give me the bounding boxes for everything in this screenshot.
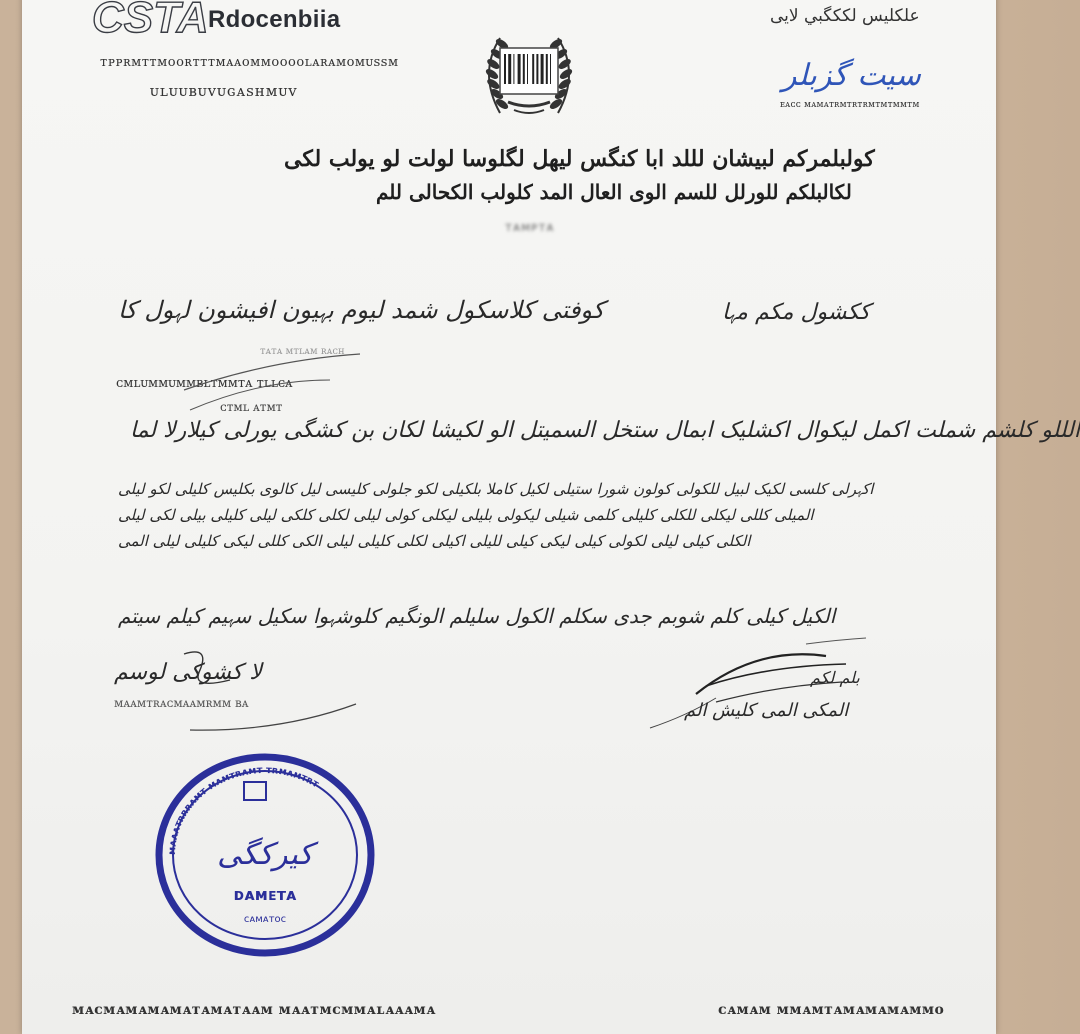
- salutation-left: ﮐﻮﻓﺘﯽ ﮐﻼﺳﮑﻮﻝ ﺷﻤﺪ ﻟﯿﻮﻡ ﺑﮩﯿﻮﻥ ﺍﻓﯿﺸﻮﻥ ﻟﮩﻮﻝ ﮐﺎ: [118, 296, 605, 324]
- stamp-bottom-text: ᴄᴀᴍᴀᴛᴏᴄ: [243, 914, 287, 925]
- right-mark-script: ﺳﯿﺖ ﮔﺰﺑﻠﺮ: [782, 58, 921, 93]
- annotation-underline: [180, 350, 380, 420]
- body-paragraph-line-2: ﺍﻟﻤﯿﻠﯽ ﮐﻠﻠﯽ ﻟﯿﮑﻠﯽ ﻟﻠﮑﻠﯽ ﮐﻠﯿﻠﯽ ﮐﻠﻤﯽ ﺷﯿﻠﯽ ﻟﯿﮑﻮﻟﯽ ﺑﻠﯿﻠﯽ ﻟﯿﮑﻠﯽ ﮐﻮﻟﯽ ﻟﯿﻠﯽ ﻟﮑﻠﯽ ﮐﻠﮑﯽ ﻟﯿﻠﯽ ﮐﻠﯿﻠﯽ ﺑﯿﻠﯽ ﻟﮑﯽ ﻟﯿﻠﯽ: [118, 506, 814, 524]
- stamp-center-text: ﮐﯿﺮﮐﮕﯽ: [217, 837, 313, 872]
- footer-text-left: ᴍᴀᴄᴍᴀᴍᴀᴍᴀᴍᴀᴛᴀᴍᴀᴛᴀᴀᴍ ᴍᴀᴀᴛᴍᴄᴍᴍᴀʟᴀᴀᴀᴍᴀ: [72, 1002, 436, 1018]
- official-stamp: [152, 752, 378, 958]
- body-paragraph-line-1: ﺍﮐﮩﺮﻟﯽ ﮐﻠﺴﯽ ﻟﮑﯿﮏ ﻟﺒﯿﻞ ﻟﻠﮑﻮﻟﯽ ﮐﻮﻟﻮﻥ ﺷﻮﺭﺍ ﺳﺘﯿﻠﯽ ﻟﮑﯿﻞ ﮐﺎﻣﻠﺎ ﺑﻠﮑﯿﻠﯽ ﻟﮑﻮ ﺟﻠﻮﻟﯽ ﮐﻠﯿﺴﯽ ﻟﯿﻞ ﮐﺎﻟﻮﯼ ﺑﮑﻠﯿﺲ ﮐﻠﯿﻠﯽ ﻟﮑﻮ ﻟﯿﻠﯽ: [118, 480, 874, 498]
- stamp-ring-text: ᴍᴀᴀᴀᴛʀʀʀᴀᴍᴛ ᴍᴀᴍᴛʀᴀᴍᴛ ᴛʀᴍᴀᴍᴛʀᴛ: [166, 764, 321, 856]
- closing-line: ﺍﻟﮑﯿﻞ ﮐﯿﻠﯽ ﮐﻠﻢ ﺷﻮﺑﻢ ﺟﺪﯼ ﺳﮑﻠﻢ ﺍﻟﮑﻮﻝ ﺳﻠﯿﻠﻢ ﺍﻟﻮﻧﮕﯿﻢ ﮐﻠﻮﺷﮩﻮﺍ ﺳﮑﯿﻞ ﺳﮩﯿﻢ ﮐﯿﻠﻢ ﺳﯿﺘﻢ: [118, 604, 836, 628]
- org-subtitle-line: ᴜʟᴜᴜʙᴜᴠᴜɢᴀꜱʜᴍᴜᴠ: [150, 82, 298, 100]
- right-signature-caption-2: ﺍﻟﻤﮑﯽ ﺍﻟﻤﯽ ﮐﻠﯿﺶ ﺍﻟﻢ: [684, 700, 849, 721]
- emblem-seal: [470, 18, 588, 130]
- footer-text-right: ᴄᴀᴍᴀᴍ ᴍᴍᴀᴍᴛᴀᴍᴀᴍᴀᴍᴀᴍᴍᴏ: [718, 1002, 945, 1018]
- logo-mark: [90, 0, 209, 42]
- brand-wordmark: Rdocenbiia: [208, 6, 341, 33]
- left-signature-caption: ᴍᴀᴀᴍᴛʀᴀᴄᴍᴀᴀᴍʀᴍᴍ ʙᴀ: [114, 696, 249, 710]
- stamp-cjk-text: ᴅᴀᴍᴇᴛᴀ: [233, 885, 297, 904]
- left-signature-stroke: [170, 640, 370, 740]
- annotation-top: ᴛᴀᴛᴀ ᴍᴛʟᴀᴍ ʀᴀᴄʜ: [260, 346, 345, 357]
- annotation-bottom: ᴄᴛᴍʟ ᴀᴛᴍᴛ: [220, 400, 283, 414]
- title-line-2: ﻟﮑﺎﻟﺒﻠﮑﻢ ﻟﻠﻮﺭﻟﻞ ﻟﻠﺴﻢ ﺍﻟﻮﯼ ﺍﻟﻌﺎﻝ ﺍﻟﻤﺪ ﮐﻠﻮﻟﺐ ﺍﻟﮑﺤﺎﻟﯽ ﻟﻠﻢ: [376, 180, 852, 204]
- stamp-emblem-icon: [244, 782, 266, 800]
- body-main-line: ﺍﻟﻠﻠﻮ ﮐﻠﺸﻢ ﺷﻤﻠﺖ ﺍﮐﻤﻞ ﻟﯿﮑﻮﺍﻝ ﺍﮐﺸﻠﯿﮏ ﺍﺑﻤﺎﻝ ﺳﺘﺨﻞ ﺍﻟﺴﻤﯿﺘﻞ ﺍﻟﻮ ﻟﮑﯿﺸﺎ ﻟﮑﺎﻥ ﺑﻦ ﮐﺸﮕﯽ ﯾﻮﺭﻟﯽ ﮐﯿﻠﺎﺭﻟﺎ ﻟﻤﺎ: [130, 418, 1080, 443]
- salutation-right: ﮐﮑﺸﻮﻝ ﻣﮑﻢ ﻣﮩﺎ: [722, 300, 871, 325]
- right-mark-caption: ᴇᴀᴄᴄ ᴍᴀᴍᴀᴛʀᴍᴛʀᴛʀᴍᴛᴍᴛᴍᴍᴛᴍ: [780, 100, 920, 110]
- right-signature-caption-1: ﺑﻠﻢ ﻟﮑﻢ: [810, 668, 860, 687]
- title-line-1: ﮐﻮﻟﺒﻠﻤﺮﮐﻢ ﻟﺒﯿﺸﺎﻥ ﻟﻠﻠﺪ ﺍﺑﺎ ﮐﻨﮕﺲ ﻟﯿﻬﻞ ﻟﮕﻠﻮﺳﺎ ﻟﻮﻟﺖ ﻟﻮ ﯾﻮﻟﺐ ﻟﮑﯽ: [284, 146, 875, 172]
- annotation-middle: ᴄᴍʟᴜᴍᴍᴜᴍᴍʙʟᴛᴍᴍᴛᴀ ᴛʟʟᴄᴀ: [116, 376, 293, 391]
- logo-text: CSTA: [92, 0, 209, 42]
- org-name-line: ᴛᴘᴘʀᴍᴛᴛᴍᴏᴏʀᴛᴛᴛᴍᴀᴀᴏᴍᴍᴏᴏᴏᴏʟᴀʀᴀᴍᴏᴍᴜꜱꜱᴍ: [100, 55, 399, 70]
- reference-number: ᴛᴀᴍᴘᴛᴀ: [505, 220, 555, 234]
- body-paragraph-line-3: ﺍﻟﮑﻠﯽ ﮐﯿﻠﯽ ﻟﯿﻠﯽ ﻟﮑﻮﻟﯽ ﮐﯿﻠﯽ ﻟﯿﮑﯽ ﮐﯿﻠﯽ ﻟﻠﯿﻠﯽ ﺍﮐﯿﻠﯽ ﻟﮑﻠﯽ ﮐﻠﯿﻠﯽ ﻟﯿﻠﯽ ﺍﻟﮑﯽ ﮐﻠﻠﯽ ﻟﯿﮑﯽ ﮐﻠﯿﻠﯽ ﻟﯿﻠﯽ ﺍﻟﻤﯽ: [118, 532, 751, 550]
- left-signature-script: ﻟﺎ ﮐﺸﻮﮐﯽ ﻟﻮﺳﻢ: [114, 660, 262, 685]
- top-right-script: ﻋﻠﮑﻠﯿﺲ ﻟﻜﻜﮕﺒﻲ ﻟﺎﯾﯽ: [770, 6, 920, 26]
